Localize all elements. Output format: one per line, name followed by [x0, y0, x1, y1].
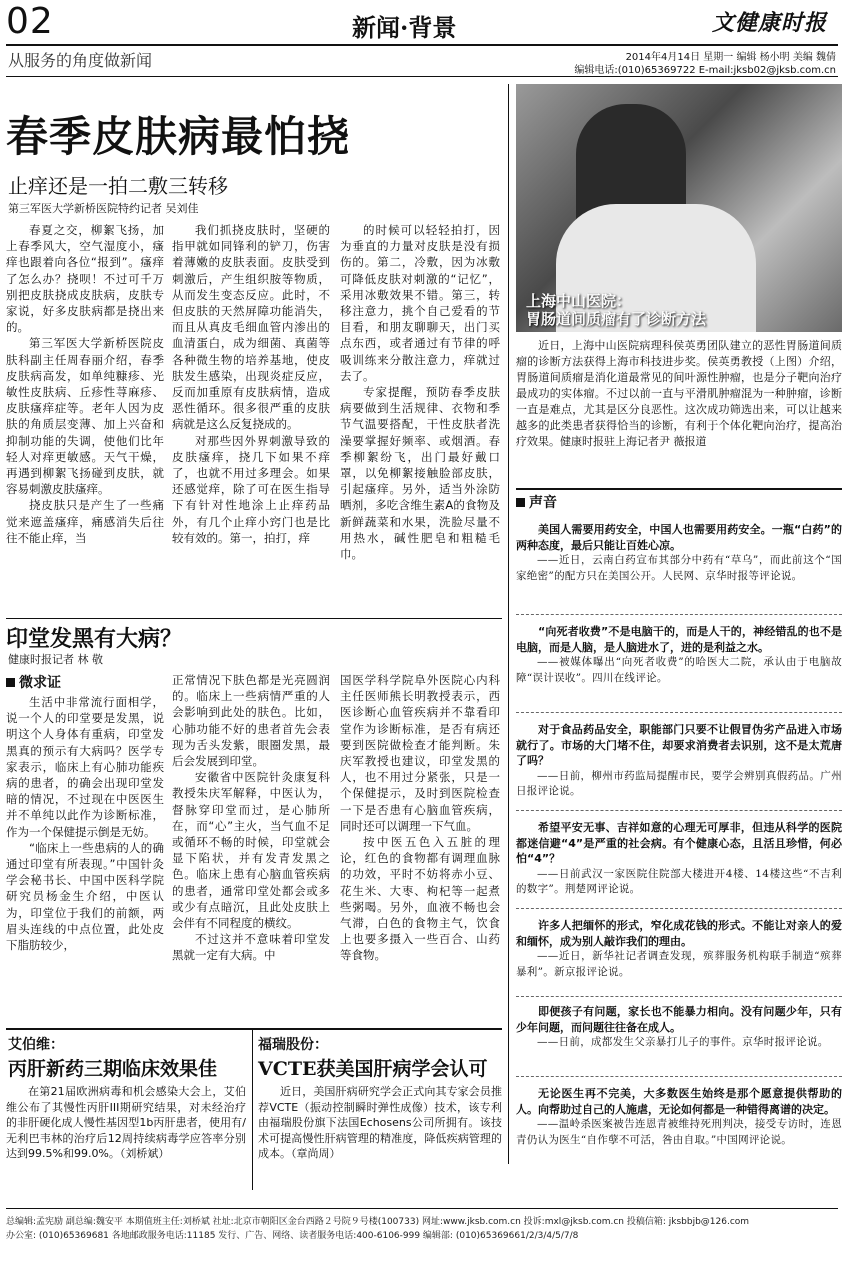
paragraph: 国医学科学院阜外医院心内科主任医师熊长明教授表示，西医诊断心血管疾病并不靠看印堂作为诊断标准，是否有病还要到医院做检查才能判断。朱庆军教授也建议，印堂发黑的人，也不用过分紧张，只是一个保健提示，及时到医院检查一下是否患有心脑血管疾病，同时还可以调理一下气血。	[340, 673, 500, 833]
paragraph	[258, 1084, 502, 1162]
paragraph: 专家提醒，预防春季皮肤病要做到生活规律、衣物和季节气温要搭配，干性皮肤者洗澡要掌握好频率、或烟酒。春季柳絮纷飞，出门最好戴口罩，以免柳絮接触脸部皮肤，引起瘙痒。另外，适当外涂防晒剂，多吃含维生素A的食物及新鲜蔬菜和水果，洗脸尽量不用热水，碱性肥皂和粗糙毛巾。	[340, 385, 500, 562]
voice-comment: ——日前，成都发生父亲暴打儿子的事件。京华时报评论说。	[537, 1036, 829, 1048]
paragraph: 生活中非常流行面相学，说一个人的印堂要是发黑，说明这个人身体有重病，印堂发黑真的预示有大病吗？医学专家表示，临床上有心肺功能疾病的患者，的确会出现印堂发暗的情况，不过现在中医医生并不单纯以此作为诊断标准，作为一个保健提示倒是无妨。	[6, 695, 164, 839]
square-bullet-icon	[516, 498, 525, 507]
news1-headline: 丙肝新药三期临床效果佳	[8, 1058, 218, 1080]
voice-item	[516, 522, 842, 584]
footer-rule	[6, 1208, 838, 1209]
photo-story	[516, 338, 842, 450]
voice-item	[516, 918, 842, 980]
subsection-label-text: 微求证	[19, 675, 61, 691]
date-editors: 2014年4月14日 星期一 编辑 杨小明 美编 魏倩	[625, 52, 836, 63]
header-rule-thin	[6, 76, 838, 77]
paragraph: 对那些因外界刺激导致的皮肤瘙痒，挠几下如果不痒了，也就不用过多理会。如果还感觉痒，除了可在医生指导下有针对性地涂上止痒药品外，有几个止痒小窍门也是比较有效的。第一，拍打，痒	[172, 433, 330, 545]
second-headline: 印堂发黑有大病？	[6, 626, 183, 652]
voice-quote: “向死者收费”不是电脑干的，而是人干的，神经错乱的也不是电脑，而是人脑，是人脑进水了，进的是利益之水。	[516, 625, 842, 654]
lead-subheadline: 止痒还是一拍二敷三转移	[8, 174, 228, 198]
paragraph: 我们抓挠皮肤时，坚硬的指甲就如同锋利的铲刀，伤害着薄嫩的皮肤表面。皮肤受到刺激后，产生组织胺等物质，从而发生变态反应。此时，不但皮肤的天然屏障功能消失，而且从真皮毛细血管内渗出的血清蛋白，成为细菌、真菌等各种微生物的培养基地，使皮肤发生感染，出现炎症反应，反而加重原有皮肤病情，造成恶性循环。很多很严重的皮肤病就是这么反复挠成的。	[172, 223, 330, 432]
footer-line-1: 总编辑:孟宪励 副总编:魏安平 本期值班主任:刘桥斌 社址:北京市朝阳区金台西路２号院９号楼(100733) 网址:www.jksb.com.cn 投诉:mxl@jksb.com.cn 投稿信箱: jksbbjb@126.com	[6, 1217, 750, 1227]
paragraph	[6, 1084, 246, 1162]
news1-body	[6, 1084, 246, 1194]
voice-item	[516, 1086, 842, 1148]
photo-caption-2: 胃肠道间质瘤有了诊断方法	[526, 310, 707, 328]
news1-author: （刘桥斌）	[119, 1147, 170, 1160]
paragraph: 安徽省中医院针灸康复科教授朱庆军解释，中医认为，督脉穿印堂而过，是心肺所在，而“心”主火，当气血不足或循环不畅的时候，印堂就会显下陷状，并有发青发黑之色。临床上患有心脑血管疾病的患者，通常印堂处都会或多或少有点暗沉，且此处皮肤上会伴有不同程度的横纹。	[172, 770, 330, 931]
paragraph: 近日，上海中山医院病理科侯英勇团队建立的恶性胃肠道间质瘤的诊断方法获得上海市科技进步奖。侯英勇教授（上图）介绍，胃肠道间质瘤是消化道最常见的间叶源性肿瘤，也是分子靶向治疗最成功的实体瘤。不过以前一直与平滑肌肿瘤混为一种肿瘤，诊断一直是难点，尤其是区分良恶性。这次成功筛选出来，可以让越来越多的此类患者获得恰当的诊断，有利于个体化靶向治疗，提高治疗效果。健康时报驻上海记者尹 薇报道	[516, 339, 842, 448]
voice-divider	[516, 996, 842, 997]
voice-comment: ——近日，新华社记者调查发现，殡葬服务机构联手制造“殡葬暴利”。新京报评论说。	[516, 950, 842, 978]
voice-quote: 无论医生再不完美，大多数医生始终是那个愿意提供帮助的人。向帮助过自己的人施虐，无论如何都是一种错得离谱的决定。	[516, 1087, 842, 1116]
news2-text: 近日，美国肝病研究学会正式向其专家会员推荐VCTE（振动控制瞬时弹性成像）技术，该专利由福瑞股份旗下法国Echosens公司所拥有。该技术可提高慢性肝病管理的精准度，降低疾病管理的成本。	[258, 1085, 502, 1160]
lead-byline: 第三军医大学新桥医院特约记者 吴刘佳	[8, 202, 199, 215]
news2-body	[258, 1084, 502, 1194]
paragraph: 挠皮肤只是产生了一些痛觉来遮盖瘙痒，痛感消失后往往不能止痒，当	[6, 498, 164, 545]
paragraph: 的时候可以轻轻拍打，因为垂直的力量对皮肤是没有损伤的。第二，冷敷，因为冰敷可降低皮肤对刺激的“记忆”，采用冰敷效果不错。第三，转移注意力，挑个自己爱看的节目看，和朋友聊聊天，出门买点东西，或者通过有节律的呼吸训练来分散注意力，痒就过去了。	[340, 223, 500, 383]
voice-item	[516, 722, 842, 800]
editor-contact: 编辑电话:(010)65369722 E-mail:jksb02@jksb.com.cn	[574, 65, 836, 76]
lead-headline: 春季皮肤病最怕挠	[6, 112, 351, 161]
voice-comment: ——被媒体曝出“向死者收费”的哈医大二院，承认由于电脑故障“误计误收”。四川在线评论。	[516, 656, 842, 684]
paragraph: 按中医五色入五脏的理论，红色的食物都有调理血脉的功效，平时不妨将赤小豆、花生米、大枣、枸杞等一起煮些粥喝。另外，血液不畅也会气滞，白色的食物主气，饮食上也要多摄入一些百合、山药等食物。	[340, 835, 500, 963]
paragraph: 春夏之交，柳絮飞扬，加上春季风大，空气湿度小，瘙痒也跟着向各位“报到”。瘙痒了怎么办？挠呗！不过可千万别把皮肤挠成皮肤病，皮肤专家说，好多皮肤病都是挠出来的。	[6, 223, 164, 335]
news-photo	[516, 84, 842, 332]
voice-divider	[516, 712, 842, 713]
voice-quote: 希望平安无事、吉祥如意的心理无可厚非，但违从科学的医院都迷信避“4”是严重的社会病。有个健康心态，且活且珍惜，何必怕“4”？	[516, 821, 842, 865]
voice-comment: ——日前武汉一家医院住院部大楼进开4楼、14楼这些“不吉利的数字”。荆楚网评论说。	[516, 867, 842, 895]
column-divider	[508, 84, 509, 1164]
second-byline: 健康时报记者 林 敬	[8, 653, 103, 666]
voice-comment: ——日前，柳州市药监局提醒市民，要学会辨别真假药品。广州日报评论说。	[516, 769, 842, 797]
voice-item	[516, 820, 842, 898]
second-column-3	[340, 672, 500, 1024]
slogan: 从服务的角度做新闻	[8, 51, 153, 70]
section-title: 新闻·背景	[352, 13, 457, 42]
square-bullet-icon	[6, 678, 15, 687]
subsection-label	[6, 672, 61, 692]
paragraph: 正常情况下肤色都是光亮圆润的。临床上一些病情严重的人会影响到此处的肤色。比如，心肺功能不好的患者首先会表现为舌头发紫，眼圈发黑，最后会发展到印堂。	[172, 673, 330, 769]
voice-quote: 美国人需要用药安全，中国人也需要用药安全。一瓶“白药”的两种态度，最后只能让百姓心凉。	[516, 523, 842, 552]
voice-divider	[516, 614, 842, 615]
news2-author: （章尚周）	[291, 1147, 341, 1160]
photo-caption-1: 上海中山医院：	[526, 292, 632, 310]
voice-quote: 即便孩子有问题，家长也不能暴力相向。没有问题少年，只有少年问题，而问题往往备在成人。	[516, 1005, 842, 1034]
lead-column-3	[340, 222, 500, 614]
lead-column-1	[6, 222, 164, 614]
voice-divider	[516, 810, 842, 811]
footer-line-2: 办公室: (010)65369681 各地邮政服务电话:11185 发行、广告、网络、读者服务电话:400-6106-999 编辑部: (010)65369661/2/3/4/5/7/8	[6, 1231, 579, 1241]
voice-comment: ——温岭杀医案被告连恩青被维持死刑判决，接受专访时，连恩青仍认为医生“自作孽不可活，咎由自取。”中国网评论说。	[516, 1118, 842, 1146]
newspaper-logo: 文健康时报	[712, 10, 828, 36]
voice-section-header	[516, 488, 842, 512]
lead-column-2	[172, 222, 330, 614]
voice-header-label: 声音	[529, 495, 557, 511]
header-rule	[6, 44, 838, 46]
page-number: 02	[6, 1, 54, 42]
paragraph: 不过这并不意味着印堂发黑就一定有大病。中	[172, 932, 330, 963]
news2-headline: VCTE获美国肝病学会认可	[258, 1058, 488, 1080]
voice-divider	[516, 1076, 842, 1077]
voice-divider	[516, 908, 842, 909]
news1-text: 在第21届欧洲病毒和机会感染大会上，艾伯维公布了其慢性丙肝III期研究结果，对未经治疗的非肝硬化成人慢性基因型1b丙肝患者，使用有/无利巴韦林的治疗后12周持续病毒学应答率分别达到99.5%和99.0%。	[6, 1085, 246, 1160]
voice-item	[516, 624, 842, 686]
article-divider	[6, 618, 502, 619]
news-divider	[6, 1028, 502, 1030]
paragraph: 第三军医大学新桥医院皮肤科副主任周春丽介绍，春季皮肤病高发，如单纯糠疹、光敏性皮肤病、丘疹性荨麻疹、皮肤瘙痒症等。老年人因为皮肤的角质层变薄、加上兴奋和抑制功能的失调，使他们比年轻人对痒更敏感。天气干燥，再遇到柳絮飞扬碰到皮肤，就容易刺激皮肤瘙痒。	[6, 336, 164, 497]
news2-kicker: 福瑞股份：	[258, 1037, 328, 1053]
voice-quote: 许多人把缅怀的形式，窄化成花钱的形式。不能让对亲人的爱和缅怀，成为别人敲诈我们的理由。	[516, 919, 842, 948]
voice-comment: ——近日，云南白药宣布其部分中药有“草乌”，而此前这个“国家绝密”的配方只在美国公开。人民网、京华时报等评论说。	[516, 554, 842, 582]
paragraph: “临床上一些患病的人的确通过印堂有所表现。”中国针灸学会秘书长、中国中医科学院研究员杨金生介绍，中医认为，印堂位于我们的前额，两眉头连线的中点位置，此处皮下脂肪较少，	[6, 840, 164, 953]
second-column-1	[6, 694, 164, 1024]
second-column-2	[172, 672, 330, 1024]
voice-quote: 对于食品药品安全，职能部门只要不让假冒伪劣产品进入市场就行了。市场的大门堵不住，却要求消费者去识别，这不是太荒唐了吗？	[516, 723, 842, 767]
voice-item	[516, 1004, 842, 1051]
column-divider	[252, 1030, 253, 1190]
news1-kicker: 艾伯维：	[8, 1037, 64, 1053]
